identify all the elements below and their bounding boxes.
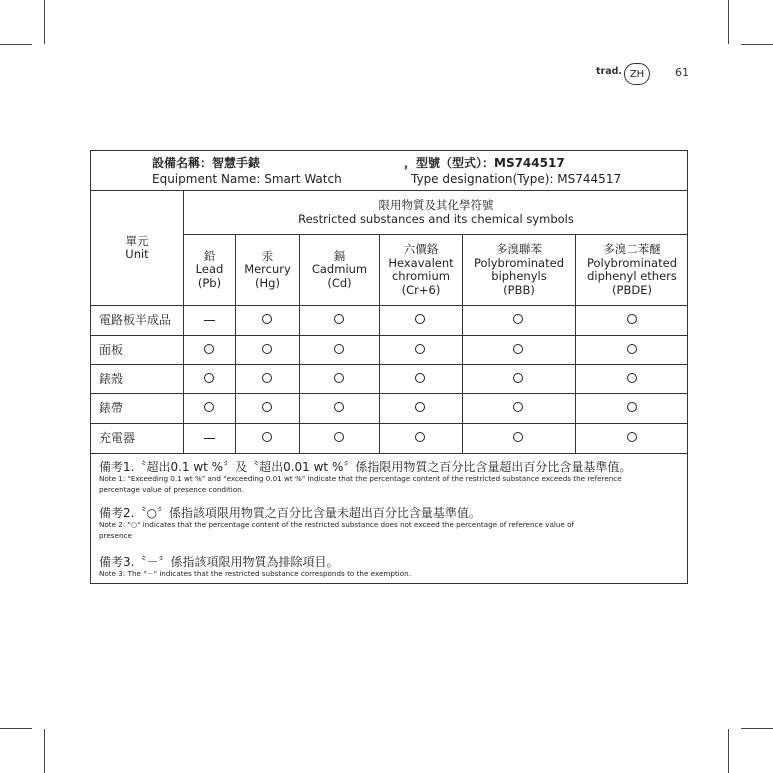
not-exceed-circle-icon bbox=[622, 431, 642, 445]
divider bbox=[90, 393, 688, 394]
not-exceed-circle-icon bbox=[199, 372, 219, 386]
crop-mark bbox=[741, 44, 773, 45]
column-header bbox=[576, 235, 688, 305]
column-header-zh: 多溴二苯醚 bbox=[603, 242, 661, 256]
not-exceed-circle-icon bbox=[410, 313, 430, 327]
not-exceed-circle-icon bbox=[329, 372, 349, 386]
column-header-zh: 六價鉻 bbox=[403, 242, 439, 256]
column-header-en: Hexavalent bbox=[388, 255, 454, 270]
not-exceed-circle-icon bbox=[508, 313, 528, 327]
row-unit-label: 錶帶 bbox=[99, 401, 124, 415]
column-header-en: Polybrominated bbox=[587, 255, 677, 270]
substances-header bbox=[184, 191, 688, 234]
column-header bbox=[463, 235, 575, 305]
column-header-zh: 鉛 bbox=[203, 248, 216, 263]
not-exceed-circle-icon bbox=[410, 431, 430, 445]
column-header-en: diphenyl ethers bbox=[587, 269, 677, 283]
type-designation-zh: ，型號（型式）：MS744517 bbox=[404, 156, 565, 170]
column-header-en: (Cr+6) bbox=[401, 282, 441, 297]
column-header-en: Cadmium bbox=[311, 262, 368, 277]
not-exceed-circle-icon bbox=[508, 343, 528, 357]
column-header-en: chromium bbox=[391, 269, 450, 283]
not-exceed-circle-icon bbox=[329, 343, 349, 357]
not-exceed-circle-icon bbox=[622, 372, 642, 386]
note-2-zh: 備考2.〝○〞係指該項限用物質之百分比含量未超出百分比含量基準值。 bbox=[99, 506, 481, 520]
not-exceed-circle-icon bbox=[257, 401, 277, 415]
not-exceed-circle-icon bbox=[508, 401, 528, 415]
unit-header bbox=[91, 191, 183, 305]
unit-header-zh: 單元 bbox=[125, 233, 149, 248]
column-header bbox=[236, 235, 299, 305]
not-exceed-circle-icon bbox=[622, 343, 642, 357]
crop-mark bbox=[728, 0, 729, 44]
column-header-en: biphenyls bbox=[491, 269, 547, 283]
divider bbox=[90, 453, 688, 454]
substances-header-zh: 限用物質及其化學符號 bbox=[378, 198, 494, 212]
column-header-en: Polybrominated bbox=[474, 255, 564, 270]
unit-header-en: Unit bbox=[125, 247, 149, 261]
not-exceed-circle-icon bbox=[329, 401, 349, 415]
exemption-dash-icon bbox=[199, 313, 219, 327]
note-1-en: percentage value of presence condition. bbox=[99, 485, 245, 494]
column-header-zh: 多溴聯苯 bbox=[496, 242, 542, 256]
not-exceed-circle-icon bbox=[410, 343, 430, 357]
not-exceed-circle-icon bbox=[257, 313, 277, 327]
column-header bbox=[300, 235, 379, 305]
column-header-en: (Pb) bbox=[197, 275, 222, 290]
column-header-zh: 汞 bbox=[261, 248, 274, 263]
divider bbox=[90, 335, 688, 336]
not-exceed-circle-icon bbox=[199, 343, 219, 357]
exemption-dash-icon bbox=[199, 431, 219, 445]
column-header-en: Lead bbox=[195, 262, 224, 277]
note-2-en: Note 2: "○" indicates that the percentage content of the restricted substance does not exceed the percentage of reference value of bbox=[99, 520, 575, 529]
crop-mark bbox=[44, 0, 45, 44]
row-unit-label: 面板 bbox=[99, 343, 124, 357]
equipment-name-en: Equipment Name: Smart Watch bbox=[152, 172, 342, 186]
not-exceed-circle-icon bbox=[329, 431, 349, 445]
not-exceed-circle-icon bbox=[622, 313, 642, 327]
column-header bbox=[380, 235, 462, 305]
crop-mark bbox=[44, 729, 45, 773]
note-3-en: Note 3: The "－" indicates that the restricted substance corresponds to the exemption. bbox=[99, 569, 412, 578]
crop-mark bbox=[0, 44, 32, 45]
substances-header-en: Restricted substances and its chemical symbols bbox=[298, 211, 574, 226]
note-3-zh: 備考3.〝－〞係指該項限用物質為排除項目。 bbox=[99, 555, 339, 569]
crop-mark bbox=[741, 728, 773, 729]
column-header-en: (PBDE) bbox=[612, 282, 652, 297]
column-header-en: (Cd) bbox=[327, 275, 352, 290]
not-exceed-circle-icon bbox=[508, 372, 528, 386]
divider bbox=[90, 364, 688, 365]
not-exceed-circle-icon bbox=[410, 401, 430, 415]
language-badge: ZH bbox=[624, 63, 650, 85]
not-exceed-circle-icon bbox=[257, 343, 277, 357]
equipment-name-zh: 設備名稱：智慧手錶 bbox=[152, 156, 261, 170]
column-header-en: (Hg) bbox=[255, 275, 280, 290]
crop-mark bbox=[728, 729, 729, 773]
not-exceed-circle-icon bbox=[257, 431, 277, 445]
row-unit-label: 錶殼 bbox=[99, 372, 124, 386]
column-header bbox=[184, 235, 235, 305]
language-label: trad. bbox=[596, 66, 623, 77]
row-unit-label: 充電器 bbox=[99, 431, 136, 445]
crop-mark bbox=[0, 728, 32, 729]
column-header-zh: 鎘 bbox=[333, 248, 346, 263]
note-1-zh: 備考1.〝超出0.1 wt %〞及〝超出0.01 wt %〞係指限用物質之百分比含量超出百分比含量基準值。 bbox=[99, 460, 632, 474]
not-exceed-circle-icon bbox=[410, 372, 430, 386]
not-exceed-circle-icon bbox=[329, 313, 349, 327]
note-1-en: Note 1: "Exceeding 0.1 wt %" and "exceeding 0.01 wt %" indicate that the percentage content of the restricted substance exceeds the reference bbox=[99, 474, 622, 483]
divider bbox=[90, 305, 688, 306]
row-unit-label: 電路板半成品 bbox=[99, 313, 172, 327]
column-header-en: Mercury bbox=[244, 262, 291, 277]
not-exceed-circle-icon bbox=[199, 401, 219, 415]
type-designation-en: Type designation(Type): MS744517 bbox=[411, 172, 622, 186]
page-number: 61 bbox=[675, 66, 689, 79]
divider bbox=[90, 423, 688, 424]
not-exceed-circle-icon bbox=[622, 401, 642, 415]
column-header-en: (PBB) bbox=[503, 282, 535, 297]
not-exceed-circle-icon bbox=[508, 431, 528, 445]
note-2-en: presence bbox=[99, 531, 132, 540]
not-exceed-circle-icon bbox=[257, 372, 277, 386]
